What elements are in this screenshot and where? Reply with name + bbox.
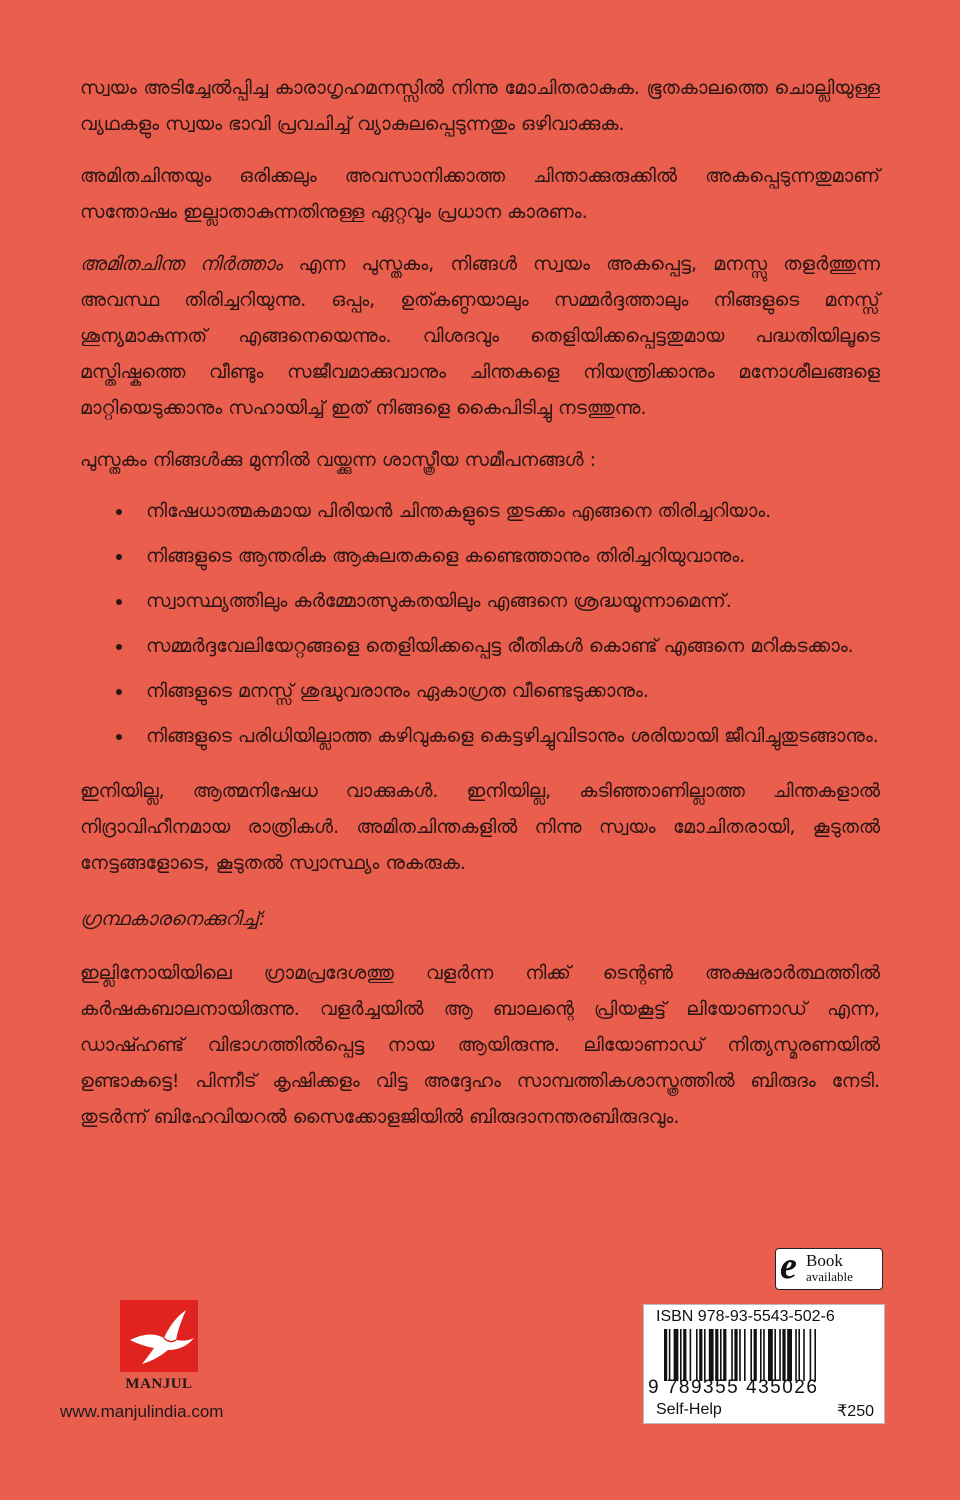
barcode-digits: 9 789355 435026 (648, 1377, 819, 1398)
list-item-text: സമ്മർദ്ദവേലിയേറ്റങ്ങളെ തെളിയിക്കപ്പെട്ട രീതികൾ കൊണ്ട് എങ്ങനെ മറികടക്കാം. (146, 635, 854, 657)
ebook-e-letter: e (780, 1245, 797, 1287)
ebook-available-badge (775, 1245, 883, 1290)
list-item (80, 494, 880, 528)
price-label: ₹250 (837, 1403, 874, 1420)
barcode-icon (664, 1329, 870, 1381)
list-item-text: നിങ്ങളുടെ മനസ്സ് ശുദ്ധുവരാനും ഏകാഗ്രത വീണ്ടെടുക്കാനും. (146, 680, 649, 702)
list-item (80, 539, 880, 573)
bullet-icon (116, 509, 122, 515)
intro-paragraph-3-body: എന്ന പുസ്തകം, നിങ്ങൾ സ്വയം അകപ്പെട്ട, മനസ്സു തളർത്തുന്ന അവസ്ഥ തിരിച്ചറിയുന്നു. ഒപ്പം, ഉത്കണ്ഠയാലും സമ്മർദ്ദത്താലും നിങ്ങളുടെ മനസ്സ് ശൂന്യമാകുന്നത് എങ്ങനെയെന്നും. വിശദവും തെളിയിക്കപ്പെട്ടതുമായ പദ്ധതിയിലൂടെ മസ്തിഷ്കത്തെ വീണ്ടും സജീവമാക്കുവാനും ചിന്തകളെ നിയന്ത്രിക്കാനും മനോശീലങ്ങളെ മാറ്റിയെടുക്കാനും സഹായിച്ച് ഇത് നിങ്ങളെ കൈപിടിച്ചു നടത്തുന്നു. (80, 253, 880, 419)
list-item-text: നിഷേധാത്മകമായ പിരിയൻ ചിന്തകളുടെ തുടക്കം എങ്ങനെ തിരിച്ചറിയാം. (146, 500, 772, 522)
bullet-icon (116, 689, 122, 695)
ebook-available-text: available (806, 1269, 853, 1284)
intro-paragraph-3 (80, 246, 880, 426)
isbn-barcode-box (643, 1304, 885, 1424)
author-heading: ഗ്രന്ഥകാരനെക്കുറിച്ച്: (80, 908, 266, 930)
closing-paragraph: ഇനിയില്ല, ആത്മനിഷേധ വാക്കുകൾ. ഇനിയില്ല, കടിഞ്ഞാണില്ലാത്ത ചിന്തകളാൽ നിദ്രാവിഹീനമായ രാത്രികൾ. അമിതചിന്തകളിൽ നിന്നു സ്വയം മോചിതരായി, കൂടുതൽ നേട്ടങ്ങളോടെ, കൂടുതൽ സ്വാസ്ഥ്യം നുകരുക. (80, 780, 880, 874)
list-item (80, 584, 880, 618)
book-title-italic: അമിതചിന്ത നിർത്താം (80, 253, 283, 275)
list-item-text: സ്വാസ്ഥ്യത്തിലും കർമ്മോത്സുകതയിലും എങ്ങനെ ശ്രദ്ധയൂന്നാമെന്ന്. (146, 590, 732, 612)
ebook-word: Book (806, 1251, 843, 1270)
genre-label: Self-Help (656, 1401, 722, 1418)
isbn-number: ISBN 978-93-5543-502-6 (656, 1308, 835, 1325)
list-item (80, 719, 880, 753)
bullet-icon (116, 644, 122, 650)
publisher-name: MANJUL (125, 1376, 193, 1392)
intro-paragraph-1: സ്വയം അടിച്ചേൽപ്പിച്ച കാരാഗൃഹമനസ്സിൽ നിന്നു മോചിതരാകുക. ഭൂതകാലത്തെ ചൊല്ലിയുള്ള വ്യഥകളും സ്വയം ഭാവി പ്രവചിച്ച് വ്യാകുലപ്പെടുന്നതും ഒഴിവാക്കുക. (80, 77, 880, 135)
author-bio: ഇല്ലിനോയിയിലെ ഗ്രാമപ്രദേശത്തു വളർന്ന നിക്ക് ടെന്റൺ അക്ഷരാർത്ഥത്തിൽ കർഷകബാലനായിരുന്നു. വളർച്ചയിൽ ആ ബാലന്റെ പ്രിയകൂട്ട് ലിയോണാഡ് എന്ന, ഡാഷ്ഹണ്ട് വിഭാഗത്തിൽപ്പെട്ട നായ ആയിരുന്നു. ലിയോണാഡ് നിത്യസ്മരണയിൽ ഉണ്ടാകട്ടെ! പിന്നീട് കൃഷിക്കളം വിട്ട അദ്ദേഹം സാമ്പത്തികശാസ്ത്രത്തിൽ ബിരുദം നേടി. തുടർന്ന് ബിഹേവിയറൽ സൈക്കോളജിയിൽ ബിരുദാനന്തരബിരുദവും. (80, 962, 880, 1128)
list-item-text: നിങ്ങളുടെ പരിധിയില്ലാത്ത കഴിവുകളെ കെട്ടഴിച്ചുവിടാനും ശരിയായി ജീവിച്ചുതുടങ്ങാനും. (146, 725, 879, 747)
approaches-list (80, 494, 880, 753)
intro-paragraph-2: അമിതചിന്തയും ഒരിക്കലും അവസാനിക്കാത്ത ചിന്താക്കുരുക്കിൽ അകപ്പെടുന്നതുമാണ് സന്തോഷം ഇല്ലാതാകുന്നതിനുള്ള ഏറ്റവും പ്രധാന കാരണം. (80, 165, 880, 223)
flying-bird-logo-icon (120, 1300, 198, 1372)
list-item-text: നിങ്ങളുടെ ആന്തരിക ആകുലതകളെ കണ്ടെത്താനും തിരിച്ചറിയുവാനും. (146, 545, 746, 567)
back-cover-text (80, 70, 880, 1151)
publisher-website: www.manjulindia.com (60, 1402, 224, 1421)
bullet-icon (116, 599, 122, 605)
approaches-heading: പുസ്തകം നിങ്ങൾക്കു മുന്നിൽ വയ്ക്കുന്ന ശാസ്ത്രീയ സമീപനങ്ങൾ : (80, 449, 597, 471)
bullet-icon (116, 554, 122, 560)
list-item (80, 629, 880, 663)
list-item (80, 674, 880, 708)
bullet-icon (116, 734, 122, 740)
